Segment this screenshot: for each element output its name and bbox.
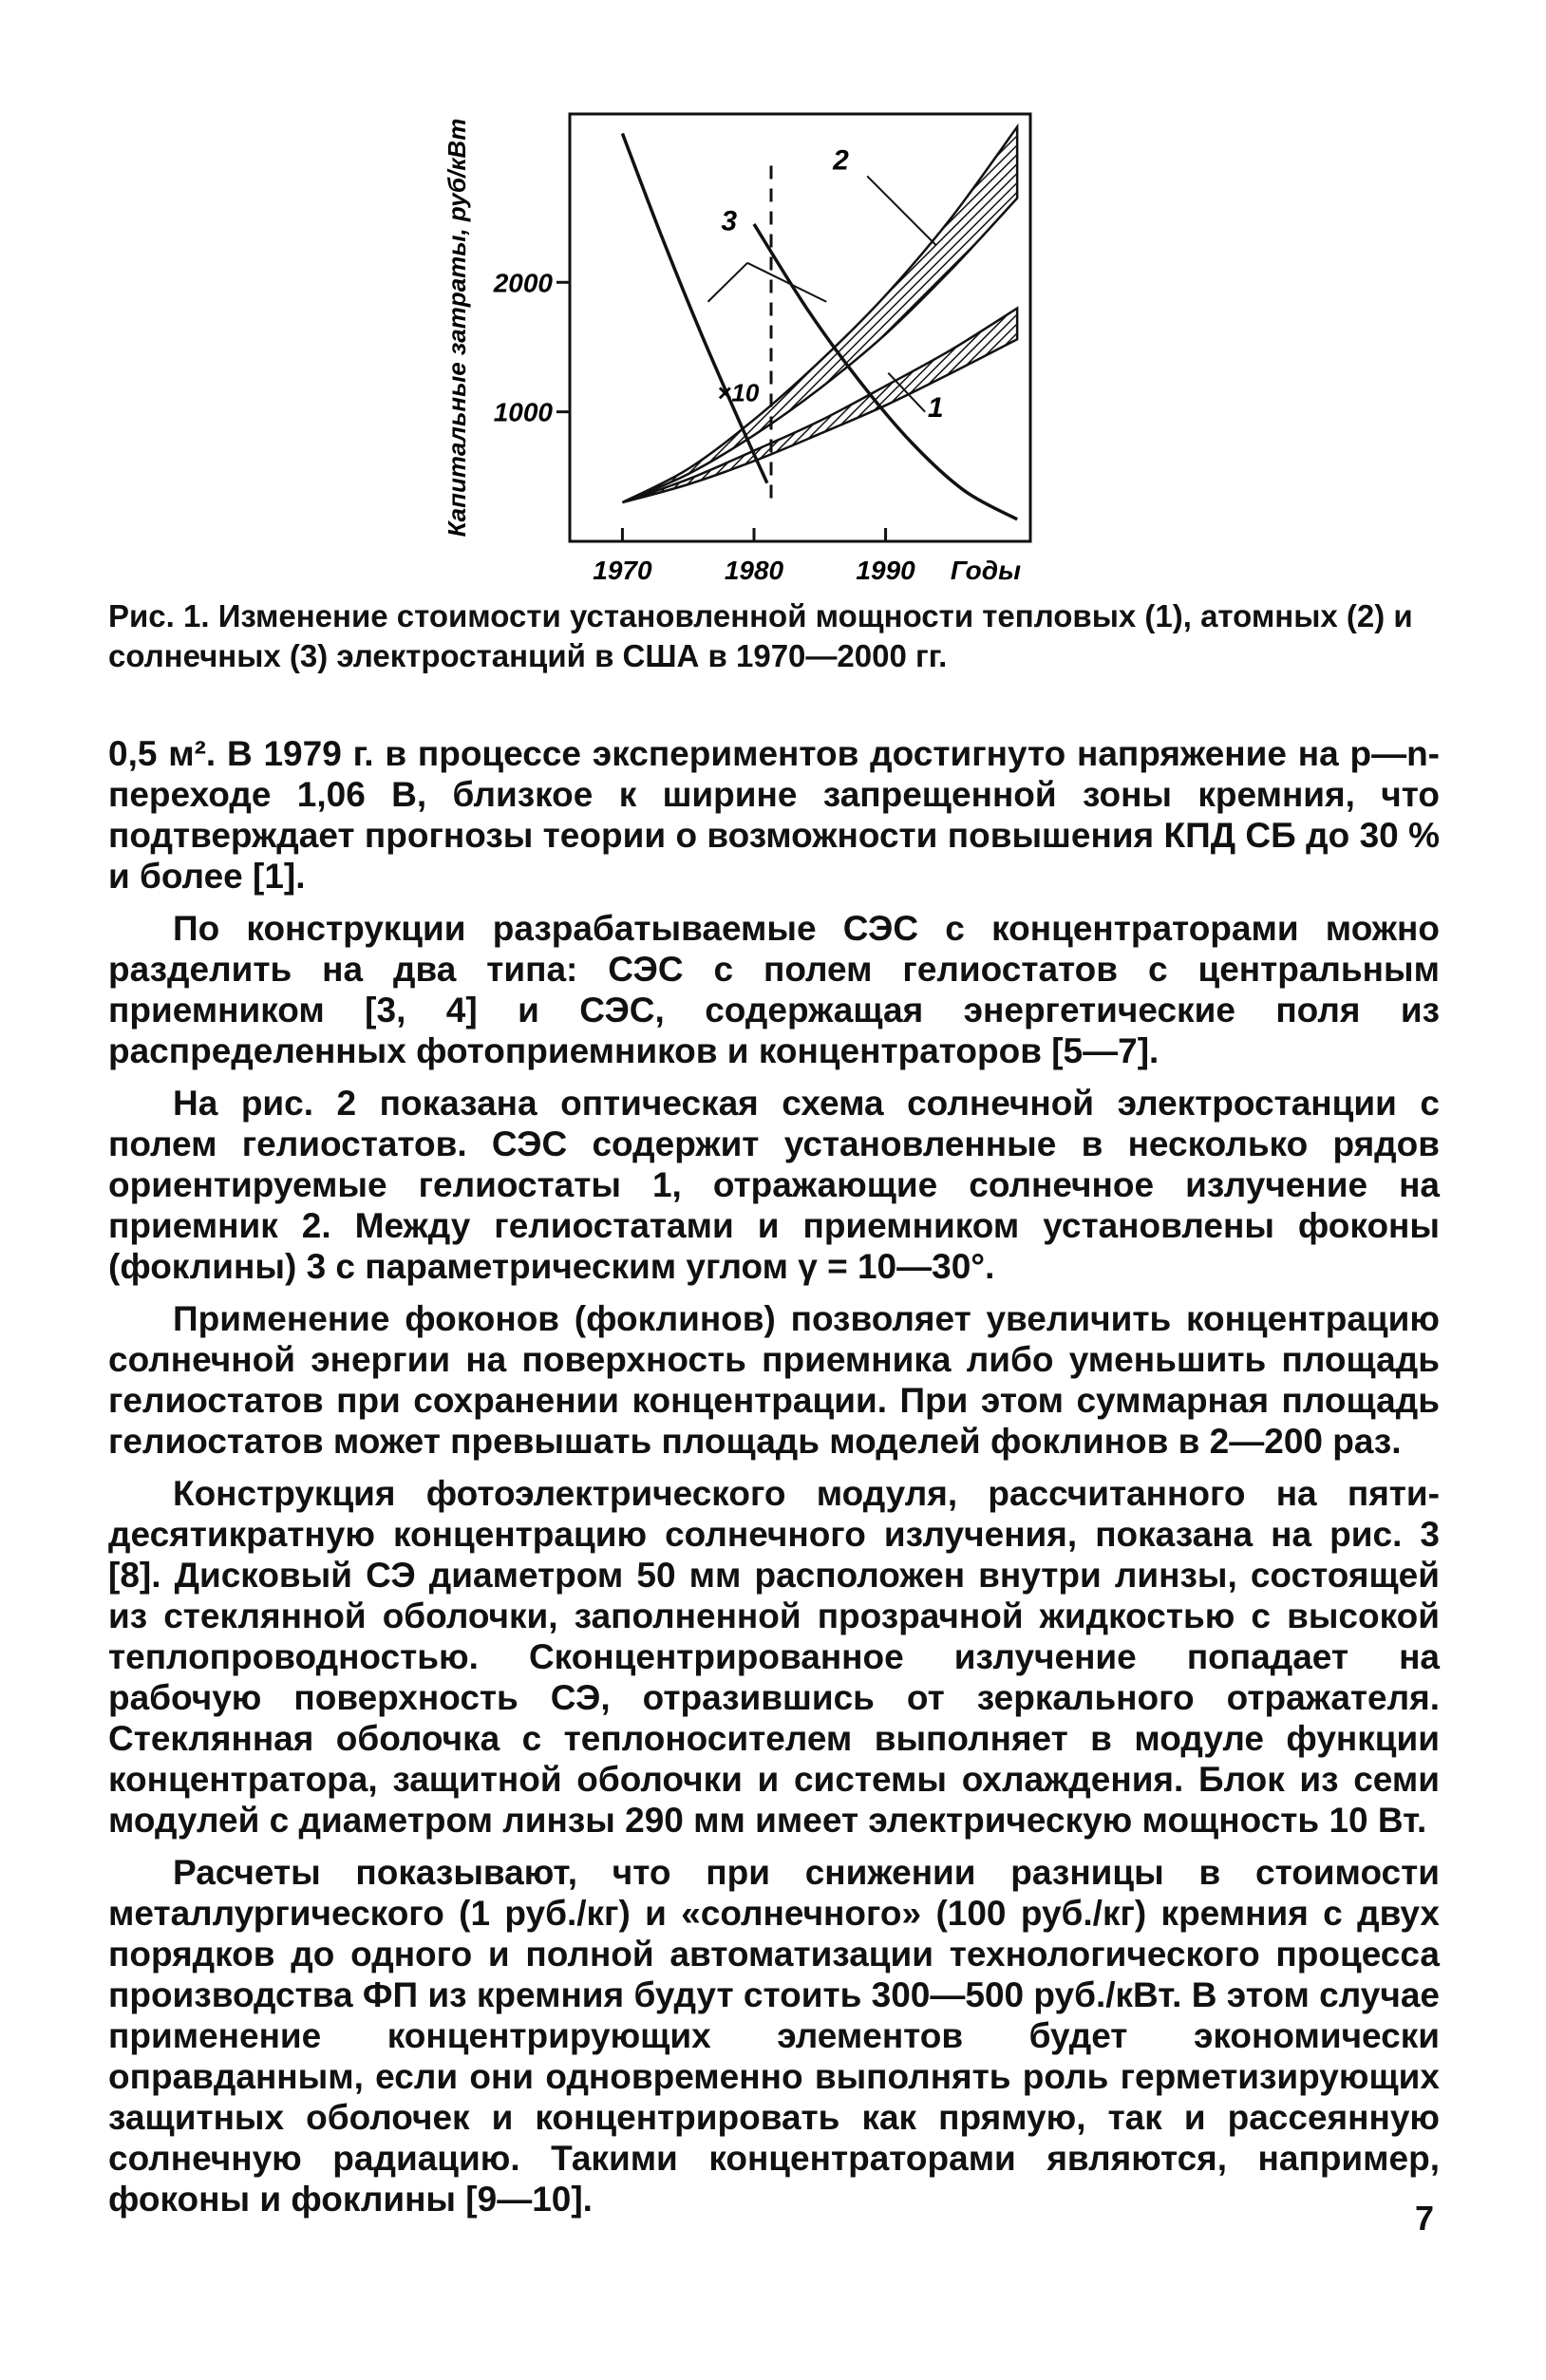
caption-prefix: Рис. 1. bbox=[108, 598, 210, 633]
label-series-1: 1 bbox=[927, 392, 944, 425]
paragraph-6: Расчеты показывают, что при снижении разницы в стоимости металлургического (1 руб./кг) и «солнечного» (100 руб./кг) кремния с двух порядков до одного и полной автоматизации технологического процесса производства ФП из кремния будут стоить 300—500 руб./кВт. В этом случае применение концентрирующих элементов будет экономически оправданным, если они одновременно выполнять роль герметизирующих защитных оболочек и концентрировать как прямую, так и рассеянную солнечную радиацию. Такими концентраторами являются, например, фоконы и фоклины [9—10]. bbox=[108, 1853, 1440, 2219]
y-tick-label-2000: 2000 bbox=[493, 268, 553, 298]
body-text bbox=[108, 733, 1440, 2231]
figure-caption bbox=[108, 596, 1457, 676]
leader-series-3-left bbox=[708, 263, 748, 302]
paragraph-5: Конструкция фотоэлектрического модуля, рассчитанного на пяти-десятикратную концентрацию солнечного излучения, показана на рис. 3 [8]. Дисковый СЭ диаметром 50 мм расположен внутри линзы, состоящей из стеклянной оболочки, заполненной прозрачной жидкостью с высокой теплопроводностью. Сконцентрированное излучение попадает на рабочую поверхность СЭ, отразившись от зеркального отражателя. Стеклянная оболочка с теплоносителем выполняет в модуле функции концентратора, защитной оболочки и системы охлаждения. Блок из семи модулей с диаметром линзы 290 мм имеет электрическую мощность 10 Вт. bbox=[108, 1474, 1440, 1840]
paragraph-1: 0,5 м². В 1979 г. в процессе экспериментов достигнуто напряжение на p—n-переходе 1,06 В, близкое к ширине запрещенной зоны кремния, что подтверждает прогнозы теории о возможности повышения КПД СБ до 30 % и более [1]. bbox=[108, 734, 1440, 896]
x-tick-label-1970: 1970 bbox=[593, 556, 652, 585]
label-times-ten: ×10 bbox=[717, 378, 760, 407]
x-tick-label-1980: 1980 bbox=[724, 556, 784, 585]
label-series-2: 2 bbox=[833, 144, 849, 177]
chart-text bbox=[443, 119, 1021, 585]
paragraph-3: На рис. 2 показана оптическая схема солнечной электростанции с полем гелиостатов. СЭС содержит установленные в несколько рядов ориентируемые гелиостаты 1, отражающие солнечное излучение на приемник 2. Между гелиостатами и приемником установлены фоконы (фоклины) 3 с параметрическим углом γ = 10—30°. bbox=[108, 1084, 1440, 1286]
caption-text: Изменение стоимости установленной мощности тепловых (1), атомных (2) и солнечных (3) электростанций в США в 1970—2000 гг. bbox=[108, 598, 1413, 673]
x-tick-label-1990: 1990 bbox=[856, 556, 915, 585]
x-axis-label: Годы bbox=[950, 556, 1021, 585]
curve-series-3b bbox=[754, 224, 1017, 519]
band-series-2 bbox=[622, 127, 1017, 502]
figure-1-chart bbox=[399, 95, 1045, 589]
y-axis-label: Капитальные затраты, руб/кВт bbox=[443, 118, 471, 538]
y-tick-label-1000: 1000 bbox=[493, 397, 553, 427]
lines bbox=[622, 133, 1017, 519]
bands bbox=[622, 127, 1017, 502]
leader-series-2 bbox=[867, 176, 935, 244]
paragraph-4: Применение фоконов (фоклинов) позволяет увеличить концентрацию солнечной энергии на поверхность приемника либо уменьшить площадь гелиостатов при сохранении концентрации. При этом суммарная площадь гелиостатов может превышать площадь моделей фоклинов в 2—200 раз. bbox=[108, 1299, 1440, 1461]
paragraph-2: По конструкции разрабатываемые СЭС с концентраторами можно разделить на два типа: СЭС с полем гелиостатов с центральным приемником [3, 4] и СЭС, содержащая энергетические поля из распределенных фотоприемников и концентраторов [5—7]. bbox=[108, 909, 1440, 1070]
leader-series-3-right bbox=[747, 263, 826, 302]
page-number: 7 bbox=[1414, 2199, 1434, 2238]
label-series-3: 3 bbox=[721, 205, 738, 237]
